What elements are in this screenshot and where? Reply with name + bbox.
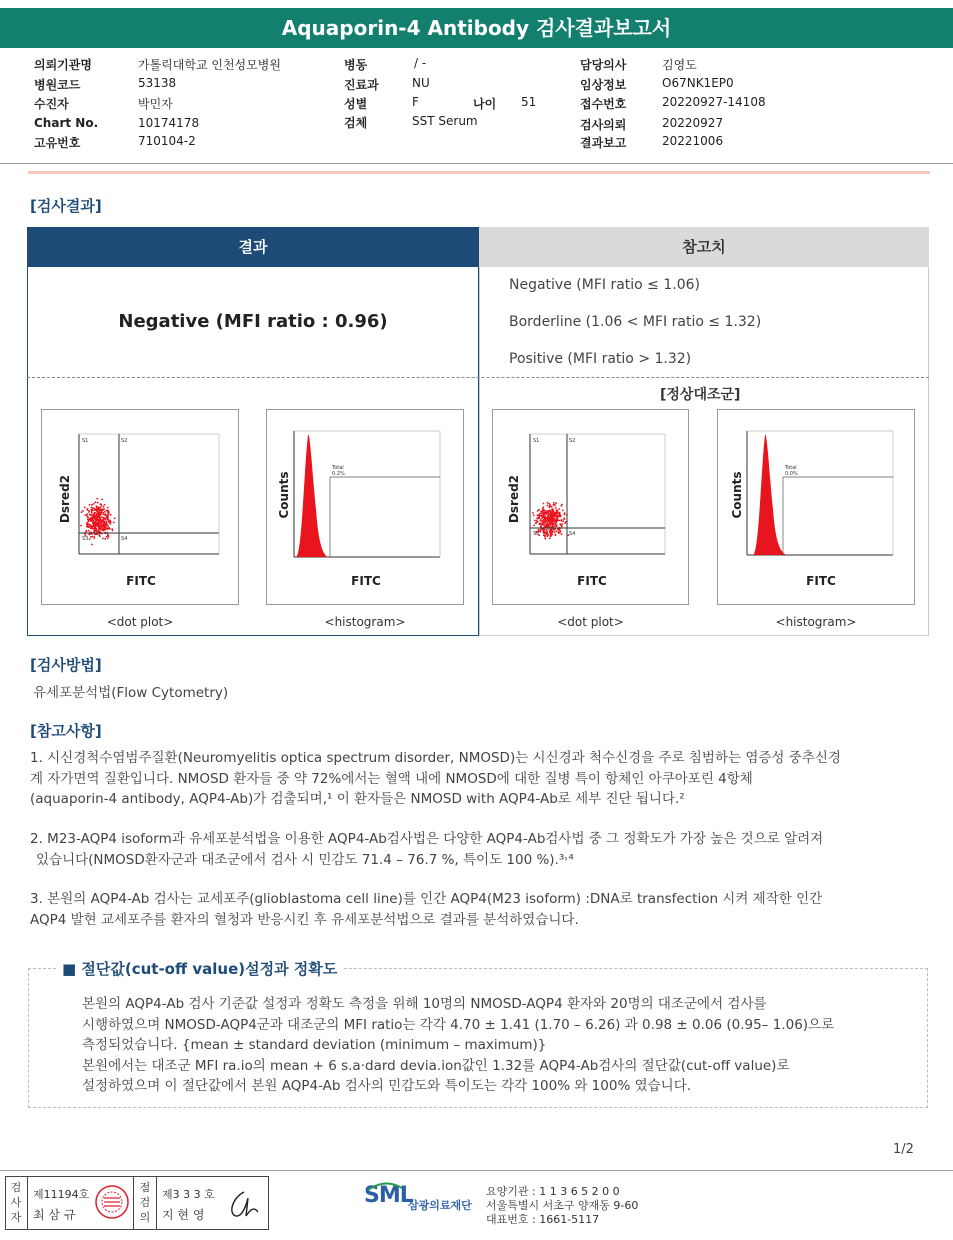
- info-value: 20220927: [662, 116, 724, 130]
- cytometry-event: [540, 531, 542, 533]
- note-line: 1. 시신경척수염범주질환(Neuromyelitis optica spectrum disorder, NMOSD)는 시신경과 척수신경을 주로 침범하는 염증성 중추신경: [30, 750, 841, 766]
- cytometry-event: [94, 518, 96, 520]
- patient-histogram: [266, 409, 464, 605]
- cytometry-event: [94, 512, 96, 514]
- cytometry-event: [537, 521, 539, 523]
- cytometry-event: [549, 521, 551, 523]
- patient-hist-caption: <histogram>: [324, 615, 406, 629]
- accent-bar: [28, 171, 930, 174]
- cytometry-event: [547, 523, 549, 525]
- cutoff-text: [82, 994, 922, 1097]
- cytometry-event: [108, 511, 110, 513]
- cytometry-event: [544, 515, 546, 517]
- address-line: 서울특별시 서초구 양재동 9-60: [486, 1199, 639, 1212]
- cytometry-event: [540, 519, 542, 521]
- info-value: 10174178: [138, 116, 200, 130]
- cytometry-event: [108, 527, 110, 529]
- cytometry-event: [88, 521, 90, 523]
- cytometry-event: [538, 509, 540, 511]
- cytometry-event: [106, 528, 108, 530]
- cytometry-event: [84, 507, 86, 509]
- patient-dot-plot: [41, 409, 239, 605]
- cytometry-event: [88, 511, 90, 513]
- cytometry-event: [549, 512, 551, 514]
- section-notes-title: [참고사항]: [30, 722, 102, 740]
- cytometry-event: [89, 538, 91, 540]
- cytometry-event: [93, 503, 95, 505]
- cytometry-event: [551, 530, 553, 532]
- cytometry-event: [555, 513, 557, 515]
- cytometry-event: [99, 518, 101, 520]
- note-2: [30, 829, 940, 870]
- info-label: 접수번호: [580, 97, 627, 111]
- cytometry-event: [561, 523, 563, 525]
- cytometry-event: [105, 521, 107, 523]
- cytometry-event: [97, 526, 99, 528]
- hist-gate-label: Total: [332, 465, 344, 471]
- info-value: 가톨릭대학교 인천성모병원: [138, 58, 281, 72]
- hist-gate-label: Total: [785, 465, 797, 471]
- cytometry-event: [552, 524, 554, 526]
- inspector-no: 제11194호: [33, 1188, 90, 1201]
- info-label: 담당의사: [580, 58, 627, 72]
- cytometry-event: [534, 520, 536, 522]
- cytometry-event: [550, 515, 552, 517]
- sml-logo: SML: [364, 1183, 413, 1208]
- patient-dot-caption: <dot plot>: [106, 615, 174, 629]
- cutoff-line: 측정되었습니다. {mean ± standard deviation (minimum – maximum)}: [82, 1037, 547, 1053]
- cytometry-event: [96, 498, 98, 500]
- histogram-peak: [753, 435, 787, 555]
- cytometry-event: [101, 511, 103, 513]
- cytometry-event: [550, 506, 552, 508]
- cytometry-event: [560, 515, 562, 517]
- cytometry-event: [546, 513, 548, 515]
- cytometry-event: [91, 504, 93, 506]
- info-label: 진료과: [344, 78, 379, 92]
- cytometry-event: [93, 523, 95, 525]
- info-label: 성별: [344, 97, 368, 111]
- quad-label: S1: [82, 438, 89, 444]
- control-dot-plot: [492, 409, 689, 605]
- cytometry-event: [543, 506, 545, 508]
- note-line: 2. M23-AQP4 isoform과 유세포분석법을 이용한 AQP4-Ab검사법은 다양한 AQP4-Ab검사법 중 그 정확도가 가장 높은 것으로 알려져: [30, 831, 824, 847]
- cytometry-event: [110, 514, 112, 516]
- info-label: 수진자: [34, 97, 69, 111]
- cytometry-event: [557, 511, 559, 513]
- note-3: [30, 889, 940, 930]
- hist-gate-pct: 0.0%: [785, 471, 798, 477]
- cytometry-event: [554, 505, 556, 507]
- cytometry-event: [548, 503, 550, 505]
- cytometry-event: [88, 530, 90, 532]
- info-value: 20221006: [662, 134, 724, 148]
- cytometry-event: [561, 505, 563, 507]
- cytometry-event: [553, 502, 555, 504]
- cytometry-event: [547, 511, 549, 513]
- cytometry-event: [556, 530, 558, 532]
- hist-x-label: FITC: [351, 574, 381, 588]
- dot-y-label: Dsred2: [58, 474, 72, 524]
- quad-label: S4: [121, 536, 128, 542]
- cytometry-event: [558, 512, 560, 514]
- control-hist-caption: <histogram>: [775, 615, 857, 629]
- reviewer-no: 제3 3 3 호: [162, 1188, 215, 1201]
- logo-arc-icon: [364, 1180, 406, 1192]
- info-label: Chart No.: [34, 116, 99, 130]
- info-label: 검체: [344, 116, 368, 130]
- dot-x-label: FITC: [126, 574, 156, 588]
- info-value: / -: [414, 56, 427, 70]
- cytometry-event: [91, 544, 93, 546]
- cytometry-event: [104, 538, 106, 540]
- cytometry-event: [108, 513, 110, 515]
- cytometry-event: [542, 511, 544, 513]
- cytometry-event: [104, 522, 106, 524]
- inspector-name: 최 삼 규: [33, 1208, 76, 1222]
- cytometry-event: [101, 516, 103, 518]
- cytometry-event: [559, 529, 561, 531]
- cytometry-event: [560, 520, 562, 522]
- cytometry-event: [550, 532, 552, 534]
- cytometry-event: [96, 510, 98, 512]
- hist-y-label: Counts: [730, 471, 744, 519]
- cytometry-event: [93, 528, 95, 530]
- cytometry-event: [104, 511, 106, 513]
- cytometry-event: [96, 505, 98, 507]
- cytometry-event: [102, 514, 104, 516]
- cutoff-line: 시행하였으며 NMOSD-AQP4군과 대조군의 MFI ratio는 각각 4.70 ± 1.41 (1.70 – 6.26) 과 0.98 ± 0.06 (0.95– 1.06)으로: [82, 1016, 835, 1033]
- cytometry-event: [86, 509, 88, 511]
- cytometry-event: [90, 519, 92, 521]
- cytometry-event: [551, 523, 553, 525]
- cytometry-event: [87, 518, 89, 520]
- info-value: 51: [521, 95, 537, 109]
- cytometry-event: [107, 507, 109, 509]
- cytometry-event: [81, 511, 83, 513]
- cytometry-event: [90, 509, 92, 511]
- cytometry-event: [93, 537, 95, 539]
- footer-address: [486, 1185, 638, 1227]
- cytometry-event: [101, 499, 103, 501]
- result-divider: [27, 377, 929, 378]
- cytometry-event: [102, 521, 104, 523]
- cytometry-event: [539, 523, 541, 525]
- cytometry-event: [100, 509, 102, 511]
- quad-label: S3: [533, 531, 540, 537]
- cytometry-event: [96, 533, 98, 535]
- cytometry-event: [100, 503, 102, 505]
- cytometry-event: [532, 512, 534, 514]
- info-value: NU: [412, 76, 430, 90]
- info-label: 결과보고: [580, 136, 627, 150]
- cytometry-event: [542, 509, 544, 511]
- cytometry-event: [562, 520, 564, 522]
- cytometry-event: [555, 534, 557, 536]
- cytometry-event: [96, 508, 98, 510]
- cytometry-event: [101, 521, 103, 523]
- cytometry-event: [110, 523, 112, 525]
- cytometry-event: [555, 502, 557, 504]
- info-value: 박민자: [138, 97, 173, 111]
- cytometry-event: [107, 525, 109, 527]
- reviewer-label: 점검의: [139, 1181, 151, 1224]
- cytometry-event: [105, 526, 107, 528]
- cutoff-line: 설정하였으며 이 절단값에서 본원 AQP4-Ab 검사의 민감도와 특이도는 각각 100% 와 100% 였습니다.: [82, 1078, 692, 1094]
- cytometry-event: [97, 502, 99, 504]
- cytometry-event: [560, 524, 562, 526]
- info-label: 검사의뢰: [580, 118, 627, 132]
- inspector-label: 검사자: [10, 1181, 22, 1224]
- cytometry-event: [102, 512, 104, 514]
- cytometry-event: [102, 538, 104, 540]
- cytometry-event: [558, 532, 560, 534]
- cytometry-event: [546, 505, 548, 507]
- cytometry-event: [103, 506, 105, 508]
- cytometry-event: [555, 507, 557, 509]
- cytometry-event: [94, 509, 96, 511]
- info-divider: [0, 163, 953, 164]
- cytometry-event: [552, 516, 554, 518]
- cytometry-event: [543, 512, 545, 514]
- cytometry-event: [107, 537, 109, 539]
- cytometry-event: [99, 520, 101, 522]
- note-line: (aquaporin-4 antibody, AQP4-Ab)가 검출되며,¹ 이 환자들은 NMOSD with AQP4-Ab로 세부 진단 됩니다.²: [30, 791, 685, 807]
- quad-label: S2: [121, 438, 128, 444]
- hist-gate-pct: 0.2%: [332, 471, 345, 477]
- note-line: 계 자가면역 질환입니다. NMOSD 환자들 중 약 72%에서는 혈액 내에 NMOSD에 대한 질병 특이 항체인 아쿠아포린 4항체: [30, 770, 753, 787]
- info-value: 20220927-14108: [662, 95, 766, 109]
- control-dot-caption: <dot plot>: [557, 615, 624, 629]
- reference-positive: Positive (MFI ratio > 1.32): [509, 351, 692, 367]
- cytometry-event: [558, 508, 560, 510]
- method-text: 유세포분석법(Flow Cytometry): [33, 685, 229, 701]
- result-value: Negative (MFI ratio : 0.96): [118, 311, 388, 332]
- quad-label: S1: [533, 438, 540, 444]
- cytometry-event: [533, 525, 535, 527]
- cytometry-event: [550, 518, 552, 520]
- cytometry-event: [545, 510, 547, 512]
- cytometry-event: [95, 501, 97, 503]
- cytometry-event: [104, 504, 106, 506]
- cytometry-event: [92, 521, 94, 523]
- page-number: 1/2: [893, 1142, 914, 1157]
- cytometry-event: [106, 523, 108, 525]
- result-head: 결과: [27, 227, 479, 267]
- cytometry-event: [89, 504, 91, 506]
- cytometry-event: [82, 510, 84, 512]
- histogram-peak: [296, 435, 328, 557]
- cytometry-event: [538, 515, 540, 517]
- cytometry-event: [80, 525, 82, 527]
- cytometry-event: [550, 521, 552, 523]
- cytometry-event: [552, 510, 554, 512]
- cytometry-event: [555, 516, 557, 518]
- info-value: F: [412, 95, 419, 109]
- cytometry-event: [555, 523, 557, 525]
- dot-x-label: FITC: [577, 574, 607, 588]
- cytometry-event: [541, 518, 543, 520]
- cytometry-event: [554, 513, 556, 515]
- cytometry-event: [543, 534, 545, 536]
- cutoff-line: 본원의 AQP4-Ab 검사 기준값 설정과 정확도 측정을 위해 10명의 NMOSD-AQP4 환자와 20명의 대조군에서 검사를: [82, 996, 767, 1012]
- cytometry-event: [103, 529, 105, 531]
- cytometry-event: [546, 531, 548, 533]
- cytometry-event: [105, 515, 107, 517]
- cytometry-event: [543, 503, 545, 505]
- cytometry-event: [107, 534, 109, 536]
- reference-borderline: Borderline (1.06 < MFI ratio ≤ 1.32): [509, 314, 762, 330]
- quad-label: S4: [569, 531, 576, 537]
- cytometry-event: [91, 512, 93, 514]
- signature-icon: [224, 1184, 264, 1224]
- info-value: 710104-2: [138, 134, 196, 148]
- cytometry-event: [93, 536, 95, 538]
- cytometry-event: [543, 519, 545, 521]
- cytometry-event: [101, 524, 103, 526]
- cytometry-event: [541, 513, 543, 515]
- control-histogram: [717, 409, 915, 605]
- sml-logo-sub: 삼광의료재단: [408, 1199, 472, 1212]
- cytometry-event: [564, 514, 566, 516]
- cytometry-event: [547, 533, 549, 535]
- footer-divider: [0, 1170, 953, 1171]
- quad-label: S3: [82, 536, 89, 542]
- cytometry-event: [95, 529, 97, 531]
- cytometry-event: [561, 533, 563, 535]
- info-label: 고유번호: [34, 136, 81, 150]
- cytometry-event: [90, 536, 92, 538]
- info-value: 53138: [138, 76, 177, 90]
- cytometry-event: [542, 522, 544, 524]
- cytometry-event: [90, 526, 92, 528]
- cytometry-event: [547, 502, 549, 504]
- cytometry-event: [85, 514, 87, 516]
- hist-x-label: FITC: [806, 574, 836, 588]
- cytometry-event: [543, 531, 545, 533]
- cytometry-event: [548, 529, 550, 531]
- section-result-title: [검사결과]: [30, 197, 102, 215]
- cutoff-line: 본원에서는 대조군 MFI ra.io의 mean + 6 s.a·dard devia.ion값인 1.32를 AQP4-Ab검사의 절단값(cut-off value)로: [82, 1057, 790, 1074]
- cytometry-event: [548, 507, 550, 509]
- reviewer-name: 지 현 영: [162, 1208, 205, 1222]
- cytometry-event: [87, 522, 89, 524]
- cytometry-event: [552, 520, 554, 522]
- cytometry-event: [96, 516, 98, 518]
- info-value: O67NK1EP0: [662, 76, 734, 90]
- cytometry-event: [556, 525, 558, 527]
- cytometry-event: [563, 518, 565, 520]
- cytometry-event: [96, 520, 98, 522]
- address-line: 요양기관 : 1 1 3 6 5 2 0 0: [486, 1185, 620, 1198]
- cytometry-event: [542, 515, 544, 517]
- cytometry-event: [546, 520, 548, 522]
- cytometry-event: [89, 524, 91, 526]
- cytometry-event: [86, 516, 88, 518]
- cytometry-event: [114, 517, 116, 519]
- cytometry-event: [548, 526, 550, 528]
- cytometry-event: [93, 515, 95, 517]
- cytometry-event: [544, 536, 546, 538]
- cytometry-event: [554, 525, 556, 527]
- cytometry-event: [533, 515, 535, 517]
- seal-stamp-icon: [94, 1184, 130, 1220]
- info-label: 병동: [344, 58, 368, 72]
- cytometry-event: [551, 535, 553, 537]
- address-line: 대표번호 : 1661-5117: [486, 1213, 600, 1226]
- dot-y-label: Dsred2: [507, 474, 521, 524]
- cytometry-event: [90, 514, 92, 516]
- reference-negative: Negative (MFI ratio ≤ 1.06): [509, 277, 700, 293]
- cytometry-event: [109, 519, 111, 521]
- cytometry-event: [554, 531, 556, 533]
- cytometry-event: [107, 516, 109, 518]
- cytometry-event: [105, 510, 107, 512]
- info-label: 의뢰기관명: [34, 58, 92, 72]
- cytometry-event: [98, 510, 100, 512]
- cytometry-event: [545, 538, 547, 540]
- cytometry-event: [99, 515, 101, 517]
- section-method-title: [검사방법]: [30, 656, 102, 674]
- cytometry-event: [543, 524, 545, 526]
- hist-y-label: Counts: [277, 471, 291, 519]
- cytometry-event: [555, 520, 557, 522]
- cytometry-event: [92, 510, 94, 512]
- note-line: 있습니다(NMOSD환자군과 대조군에서 검사 시 민감도 71.4 – 76.7 %, 특이도 100 %).³˒⁴: [36, 851, 574, 868]
- reference-head: 참고치: [479, 227, 929, 267]
- cytometry-event: [98, 534, 100, 536]
- info-label: 임상정보: [580, 78, 627, 92]
- note-1: [30, 748, 940, 810]
- note-line: AQP4 발현 교세포주를 환자의 혈청과 반응시킨 후 유세포분석법으로 결과를 분석하였습니다.: [30, 911, 579, 928]
- cytometry-event: [96, 514, 98, 516]
- cytometry-event: [86, 513, 88, 515]
- info-value: 김영도: [662, 58, 697, 72]
- cytometry-event: [86, 526, 88, 528]
- cutoff-title: ■ 절단값(cut-off value)설정과 정확도: [56, 958, 343, 979]
- cytometry-event: [544, 518, 546, 520]
- quad-label: S2: [569, 438, 576, 444]
- info-label: 병원코드: [34, 78, 81, 92]
- cytometry-event: [112, 529, 114, 531]
- report-title: Aquaporin-4 Antibody 검사결과보고서: [0, 8, 953, 48]
- cytometry-event: [536, 515, 538, 517]
- cytometry-event: [98, 513, 100, 515]
- cytometry-event: [549, 538, 551, 540]
- cytometry-event: [557, 519, 559, 521]
- cytometry-event: [562, 510, 564, 512]
- cytometry-event: [536, 518, 538, 520]
- cytometry-event: [101, 505, 103, 507]
- cytometry-event: [548, 516, 550, 518]
- cytometry-event: [105, 517, 107, 519]
- cytometry-event: [538, 516, 540, 518]
- cytometry-event: [99, 527, 101, 529]
- info-label: 나이: [473, 97, 497, 111]
- cytometry-event: [103, 518, 105, 520]
- cytometry-event: [98, 509, 100, 511]
- note-line: 3. 본원의 AQP4-Ab 검사는 교세포주(glioblastoma cell line)를 인간 AQP4(M23 isoform) :DNA로 transfection 시켜 제작한 인간: [30, 891, 823, 907]
- normal-group-label: [정상대조군]: [660, 387, 741, 403]
- cytometry-event: [113, 522, 115, 524]
- info-value: SST Serum: [412, 114, 478, 128]
